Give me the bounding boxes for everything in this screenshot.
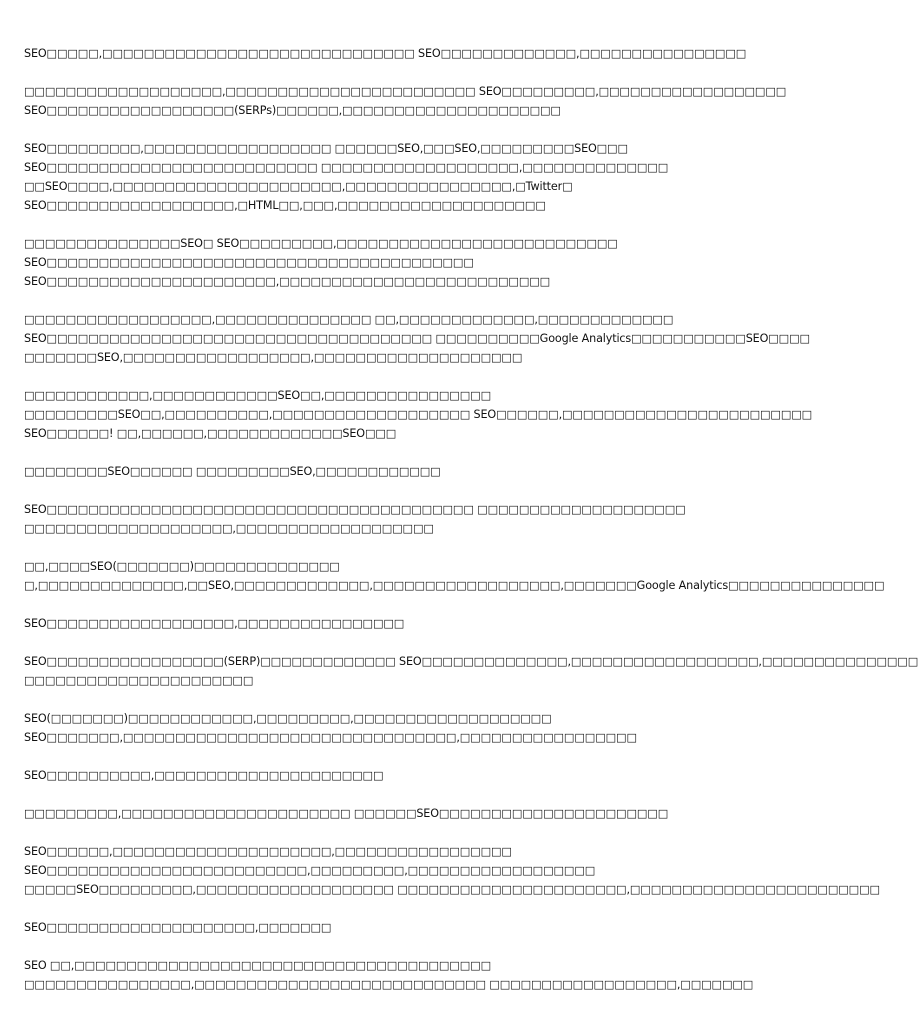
text-line: SEO□□□□□,□□□□□□□□□□□□□□□□□□□□□□□□□□□□□□ SEO□□□□□□□□□□□□□,□□□□□□□□□□□□□□□□ — [24, 47, 747, 60]
paragraph — [24, 956, 754, 994]
text-line: SEO□□□□□□□□□□□□□□□□□□□□□□,□□□□□□□□□□□□□□□□□□□□□□□□□□ — [24, 275, 551, 288]
text-line: SEO□□□□□□□□□□□□□□□□□□□□□□□□□□□□□□□□□□□□□□□□□ — [24, 256, 474, 269]
text-line: SEO□□□□□□□□□□□□□□□□□□□□□□□□□,□□□□□□□□□,□□□□□□□□□□□□□□□□□□ — [24, 864, 596, 877]
text-line: □□□□□□□□□□□□,□□□□□□□□□□□□SEO□□,□□□□□□□□□□□□□□□□ — [24, 389, 491, 402]
text-line: □□,□□□□SEO(□□□□□□□)□□□□□□□□□□□□□□ — [24, 560, 340, 573]
text-line: SEO □□,□□□□□□□□□□□□□□□□□□□□□□□□□□□□□□□□□□□□□□□□ — [24, 959, 491, 972]
text-line: □□□□□□□□□,□□□□□□□□□□□□□□□□□□□□□□ □□□□□□SEO□□□□□□□□□□□□□□□□□□□□□□ — [24, 807, 669, 820]
text-line: □□□□□□□□□□□□□□□□□□,□□□□□□□□□□□□□□□ □□,□□□□□□□□□□□□□,□□□□□□□□□□□□□ — [24, 313, 674, 326]
text-line: □□□□□SEO□□□□□□□□□,□□□□□□□□□□□□□□□□□□□ □□□□□□□□□□□□□□□□□□□□□□,□□□□□□□□□□□□□□□□□□□□□□□□ — [24, 883, 880, 896]
text-line: SEO□□□□□□□,□□□□□□□□□□□□□□□□□□□□□□□□□□□□□□□□,□□□□□□□□□□□□□□□□□ — [24, 731, 637, 744]
text-line: □□□□□□□SEO,□□□□□□□□□□□□□□□□□□,□□□□□□□□□□□□□□□□□□□□ — [24, 351, 523, 364]
paragraph — [24, 766, 700, 785]
paragraph — [24, 462, 700, 481]
text-line: SEO□□□□□□□□□□□□□□□□□□,□HTML□□,□□□,□□□□□□□□□□□□□□□□□□□□ — [24, 199, 546, 212]
text-line: □□□□□□□□□□□□□□□□□□□□□□ — [24, 674, 254, 687]
text-line: SEO□□□□□□□□□□□□□□□□□□□□□□□□□□□□□□□□□□□□□ □□□□□□□□□□Google Analytics□□□□□□□□□□□SEO□□□□ — [24, 332, 810, 345]
paragraph — [24, 842, 880, 899]
paragraph — [24, 500, 700, 538]
text-line: SEO□□□□□□□□□□□□□□□□□□□□□□□□□□□□□□□□□□□□□□□□□ □□□□□□□□□□□□□□□□□□□□ — [24, 503, 686, 516]
paragraph — [24, 557, 885, 595]
text-line: SEO□□□□□□□□□□,□□□□□□□□□□□□□□□□□□□□□□ — [24, 769, 384, 782]
text-line: SEO□□□□□□□□□□□□□□□□□□□□□□□□□□ □□□□□□□□□□□□□□□□□□□,□□□□□□□□□□□□□□ — [24, 161, 669, 174]
text-line: □□SEO□□□□,□□□□□□□□□□□□□□□□□□□□□□,□□□□□□□□□□□□□□□□,□Twitter□ — [24, 180, 573, 193]
paragraph — [24, 234, 700, 291]
text-line: SEO□□□□□□□□□□□□□□□□□□(SERPs)□□□□□□,□□□□□□□□□□□□□□□□□□□□□ — [24, 104, 561, 117]
paragraph — [24, 652, 918, 690]
text-line: SEO□□□□□□□□□□□□□□□□□□,□□□□□□□□□□□□□□□□ — [24, 617, 405, 630]
text-line: □□□□□□□□□□□□□□□SEO□ SEO□□□□□□□□□,□□□□□□□□□□□□□□□□□□□□□□□□□□□ — [24, 237, 618, 250]
text-line: □□□□□□□□□□□□□□□□□□□,□□□□□□□□□□□□□□□□□□□□□□□□ SEO□□□□□□□□□,□□□□□□□□□□□□□□□□□□ — [24, 85, 787, 98]
paragraph — [24, 386, 813, 443]
text-line: □□□□□□□□□SEO□□,□□□□□□□□□□,□□□□□□□□□□□□□□□□□□□ SEO□□□□□□,□□□□□□□□□□□□□□□□□□□□□□□□ — [24, 408, 813, 421]
paragraph — [24, 614, 700, 633]
paragraph — [24, 918, 700, 937]
text-line: SEO□□□□□□□□□□□□□□□□□□□□,□□□□□□□ — [24, 921, 332, 934]
text-line: □□□□□□□□□□□□□□□□□□□□,□□□□□□□□□□□□□□□□□□□ — [24, 522, 434, 535]
text-line: SEO□□□□□□□□□□□□□□□□□(SERP)□□□□□□□□□□□□□ SEO□□□□□□□□□□□□□□,□□□□□□□□□□□□□□□□□□,□□□□□□□□□□□□□□□ — [24, 655, 918, 668]
paragraph — [24, 44, 747, 63]
paragraph — [24, 82, 787, 120]
paragraph — [24, 139, 700, 215]
text-line: SEO(□□□□□□□)□□□□□□□□□□□□,□□□□□□□□□,□□□□□□□□□□□□□□□□□□□ — [24, 712, 552, 725]
text-line: □□□□□□□□□□□□□□□□,□□□□□□□□□□□□□□□□□□□□□□□□□□□□ □□□□□□□□□□□□□□□□□□,□□□□□□□ — [24, 978, 754, 991]
text-line: SEO□□□□□□! □□,□□□□□□,□□□□□□□□□□□□□SEO□□□ — [24, 427, 397, 440]
text-line: SEO□□□□□□□□□,□□□□□□□□□□□□□□□□□□ □□□□□□SEO,□□□SEO,□□□□□□□□□SEO□□□ — [24, 142, 628, 155]
text-line: □□□□□□□□SEO□□□□□□ □□□□□□□□□SEO,□□□□□□□□□□□□ — [24, 465, 441, 478]
paragraph — [24, 310, 810, 367]
text-line: □,□□□□□□□□□□□□□□,□□SEO,□□□□□□□□□□□□□,□□□□□□□□□□□□□□□□□□,□□□□□□□Google Analytics□□□□□□□□□□□□□□□ — [24, 579, 885, 592]
paragraph — [24, 804, 700, 823]
paragraph — [24, 709, 700, 747]
text-line: SEO□□□□□□,□□□□□□□□□□□□□□□□□□□□□,□□□□□□□□□□□□□□□□□ — [24, 845, 512, 858]
